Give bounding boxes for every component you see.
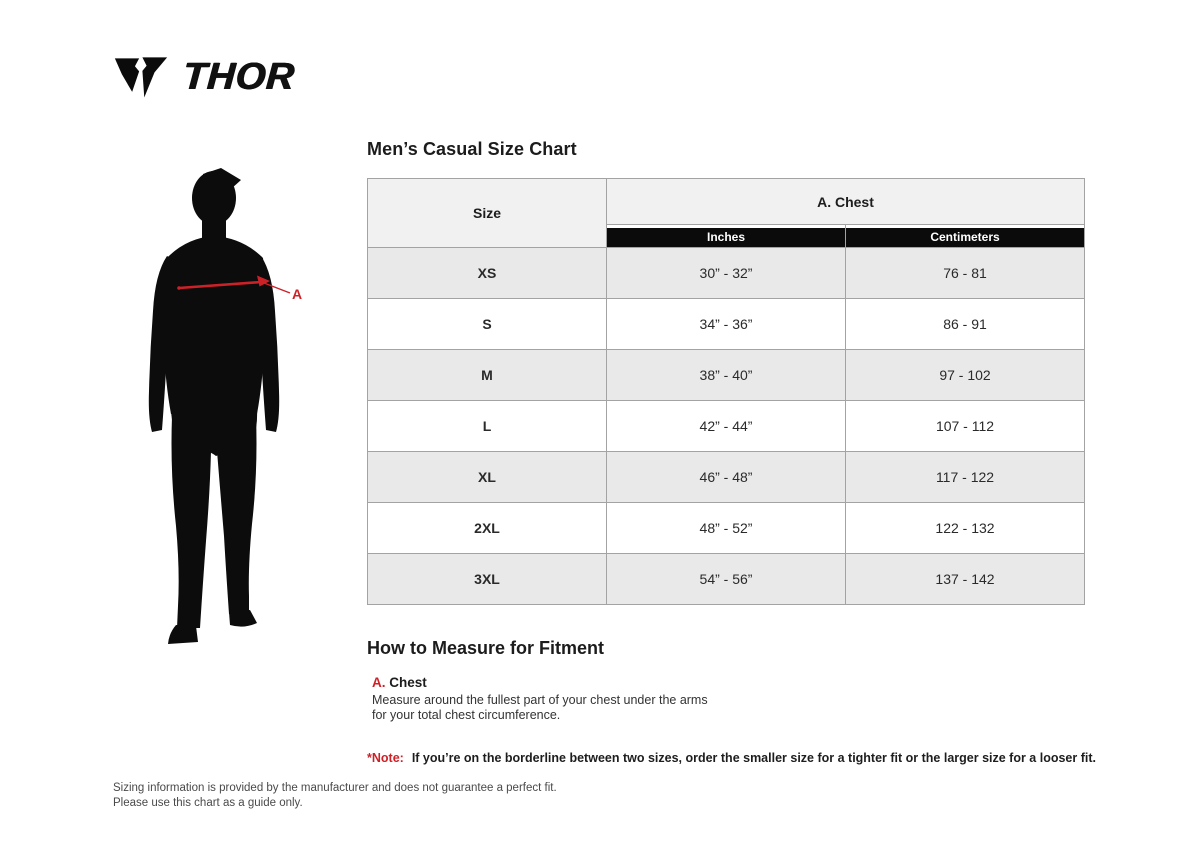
- size-cell: 3XL: [368, 554, 607, 605]
- thor-horns-icon: [113, 52, 169, 102]
- size-cell: 2XL: [368, 503, 607, 554]
- table-row-l: [368, 401, 1085, 452]
- inches-cell: 38” - 40”: [607, 350, 846, 401]
- centimeters-cell: 97 - 102: [846, 350, 1085, 401]
- size-cell: S: [368, 299, 607, 350]
- table-row-m: [368, 350, 1085, 401]
- table-row-2xl: [368, 503, 1085, 554]
- note-text: If you’re on the borderline between two sizes, order the smaller size for a tighter fit or the larger size for a looser fit.: [411, 751, 1096, 765]
- sizing-note: [367, 751, 1096, 765]
- centimeters-cell: 76 - 81: [846, 248, 1085, 299]
- measure-name: Chest: [389, 675, 427, 690]
- how-to-measure-heading: How to Measure for Fitment: [367, 638, 605, 658]
- unit-header-centimeters-cell: [846, 225, 1085, 248]
- disclaimer-line-2: Please use this chart as a guide only.: [113, 797, 303, 809]
- column-header-chest: A. Chest: [607, 179, 1085, 225]
- centimeters-cell: 137 - 142: [846, 554, 1085, 605]
- inches-cell: 46” - 48”: [607, 452, 846, 503]
- inches-cell: 30” - 32”: [607, 248, 846, 299]
- measure-item-title: [372, 675, 732, 690]
- disclaimer-footer: [113, 781, 557, 811]
- column-header-size: Size: [368, 179, 607, 248]
- size-chart-table: [367, 178, 1085, 605]
- unit-header-inches-cell: [607, 225, 846, 248]
- inches-cell: 42” - 44”: [607, 401, 846, 452]
- centimeters-cell: 122 - 132: [846, 503, 1085, 554]
- size-cell: L: [368, 401, 607, 452]
- table-row-xs: [368, 248, 1085, 299]
- chest-label-a: A: [292, 286, 303, 302]
- size-cell: XS: [368, 248, 607, 299]
- table-row-3xl: [368, 554, 1085, 605]
- size-cell: XL: [368, 452, 607, 503]
- measure-letter: A.: [372, 675, 386, 690]
- inches-cell: 54” - 56”: [607, 554, 846, 605]
- unit-header-inches: Inches: [607, 228, 845, 247]
- size-cell: M: [368, 350, 607, 401]
- centimeters-cell: 86 - 91: [846, 299, 1085, 350]
- inches-cell: 34” - 36”: [607, 299, 846, 350]
- note-prefix: *Note:: [367, 751, 404, 765]
- table-row-xl: [368, 452, 1085, 503]
- measure-description: Measure around the fullest part of your chest under the arms for your total chest circumference.: [372, 693, 708, 722]
- brand-wordmark: THOR: [181, 55, 297, 98]
- disclaimer-line-1: Sizing information is provided by the manufacturer and does not guarantee a perfect fit.: [113, 782, 557, 794]
- brand-logo: [113, 52, 295, 102]
- inches-cell: 48” - 52”: [607, 503, 846, 554]
- measure-item-chest: [372, 675, 732, 723]
- male-silhouette-icon: [149, 168, 279, 644]
- table-row-s: [368, 299, 1085, 350]
- centimeters-cell: 107 - 112: [846, 401, 1085, 452]
- centimeters-cell: 117 - 122: [846, 452, 1085, 503]
- page-title: Men’s Casual Size Chart: [367, 139, 577, 159]
- unit-header-centimeters: Centimeters: [846, 228, 1084, 247]
- body-measurement-figure: [145, 166, 315, 651]
